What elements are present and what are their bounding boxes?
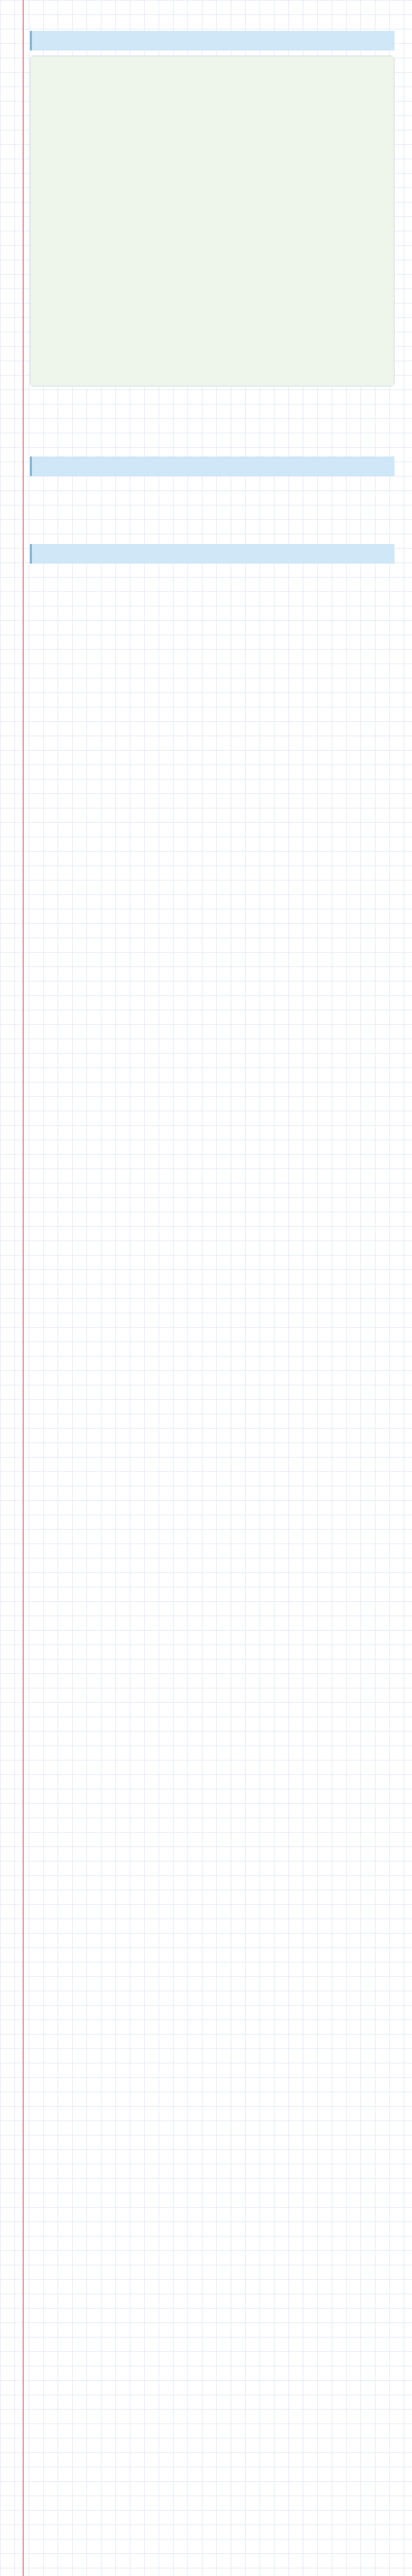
answer-line	[30, 479, 394, 494]
answer-line	[30, 581, 394, 596]
task-block	[30, 31, 394, 449]
task-heading	[30, 456, 394, 476]
answer-line	[30, 435, 394, 449]
picture	[30, 56, 394, 386]
answer-line	[30, 392, 394, 406]
answer-line	[30, 406, 394, 420]
task-heading	[30, 31, 394, 50]
answer-line	[30, 596, 394, 610]
answer-lines	[30, 392, 394, 449]
answer-line	[30, 522, 394, 537]
task-heading	[30, 544, 394, 564]
picture-placeholder	[30, 56, 394, 386]
answer-lines	[30, 479, 394, 537]
page-header	[30, 9, 394, 24]
answer-line	[30, 610, 394, 624]
task-block	[30, 544, 394, 624]
answer-line	[30, 567, 394, 581]
task-block	[30, 456, 394, 537]
answer-line	[30, 494, 394, 508]
answer-lines	[30, 567, 394, 624]
answer-line	[30, 420, 394, 435]
answer-line	[30, 508, 394, 522]
